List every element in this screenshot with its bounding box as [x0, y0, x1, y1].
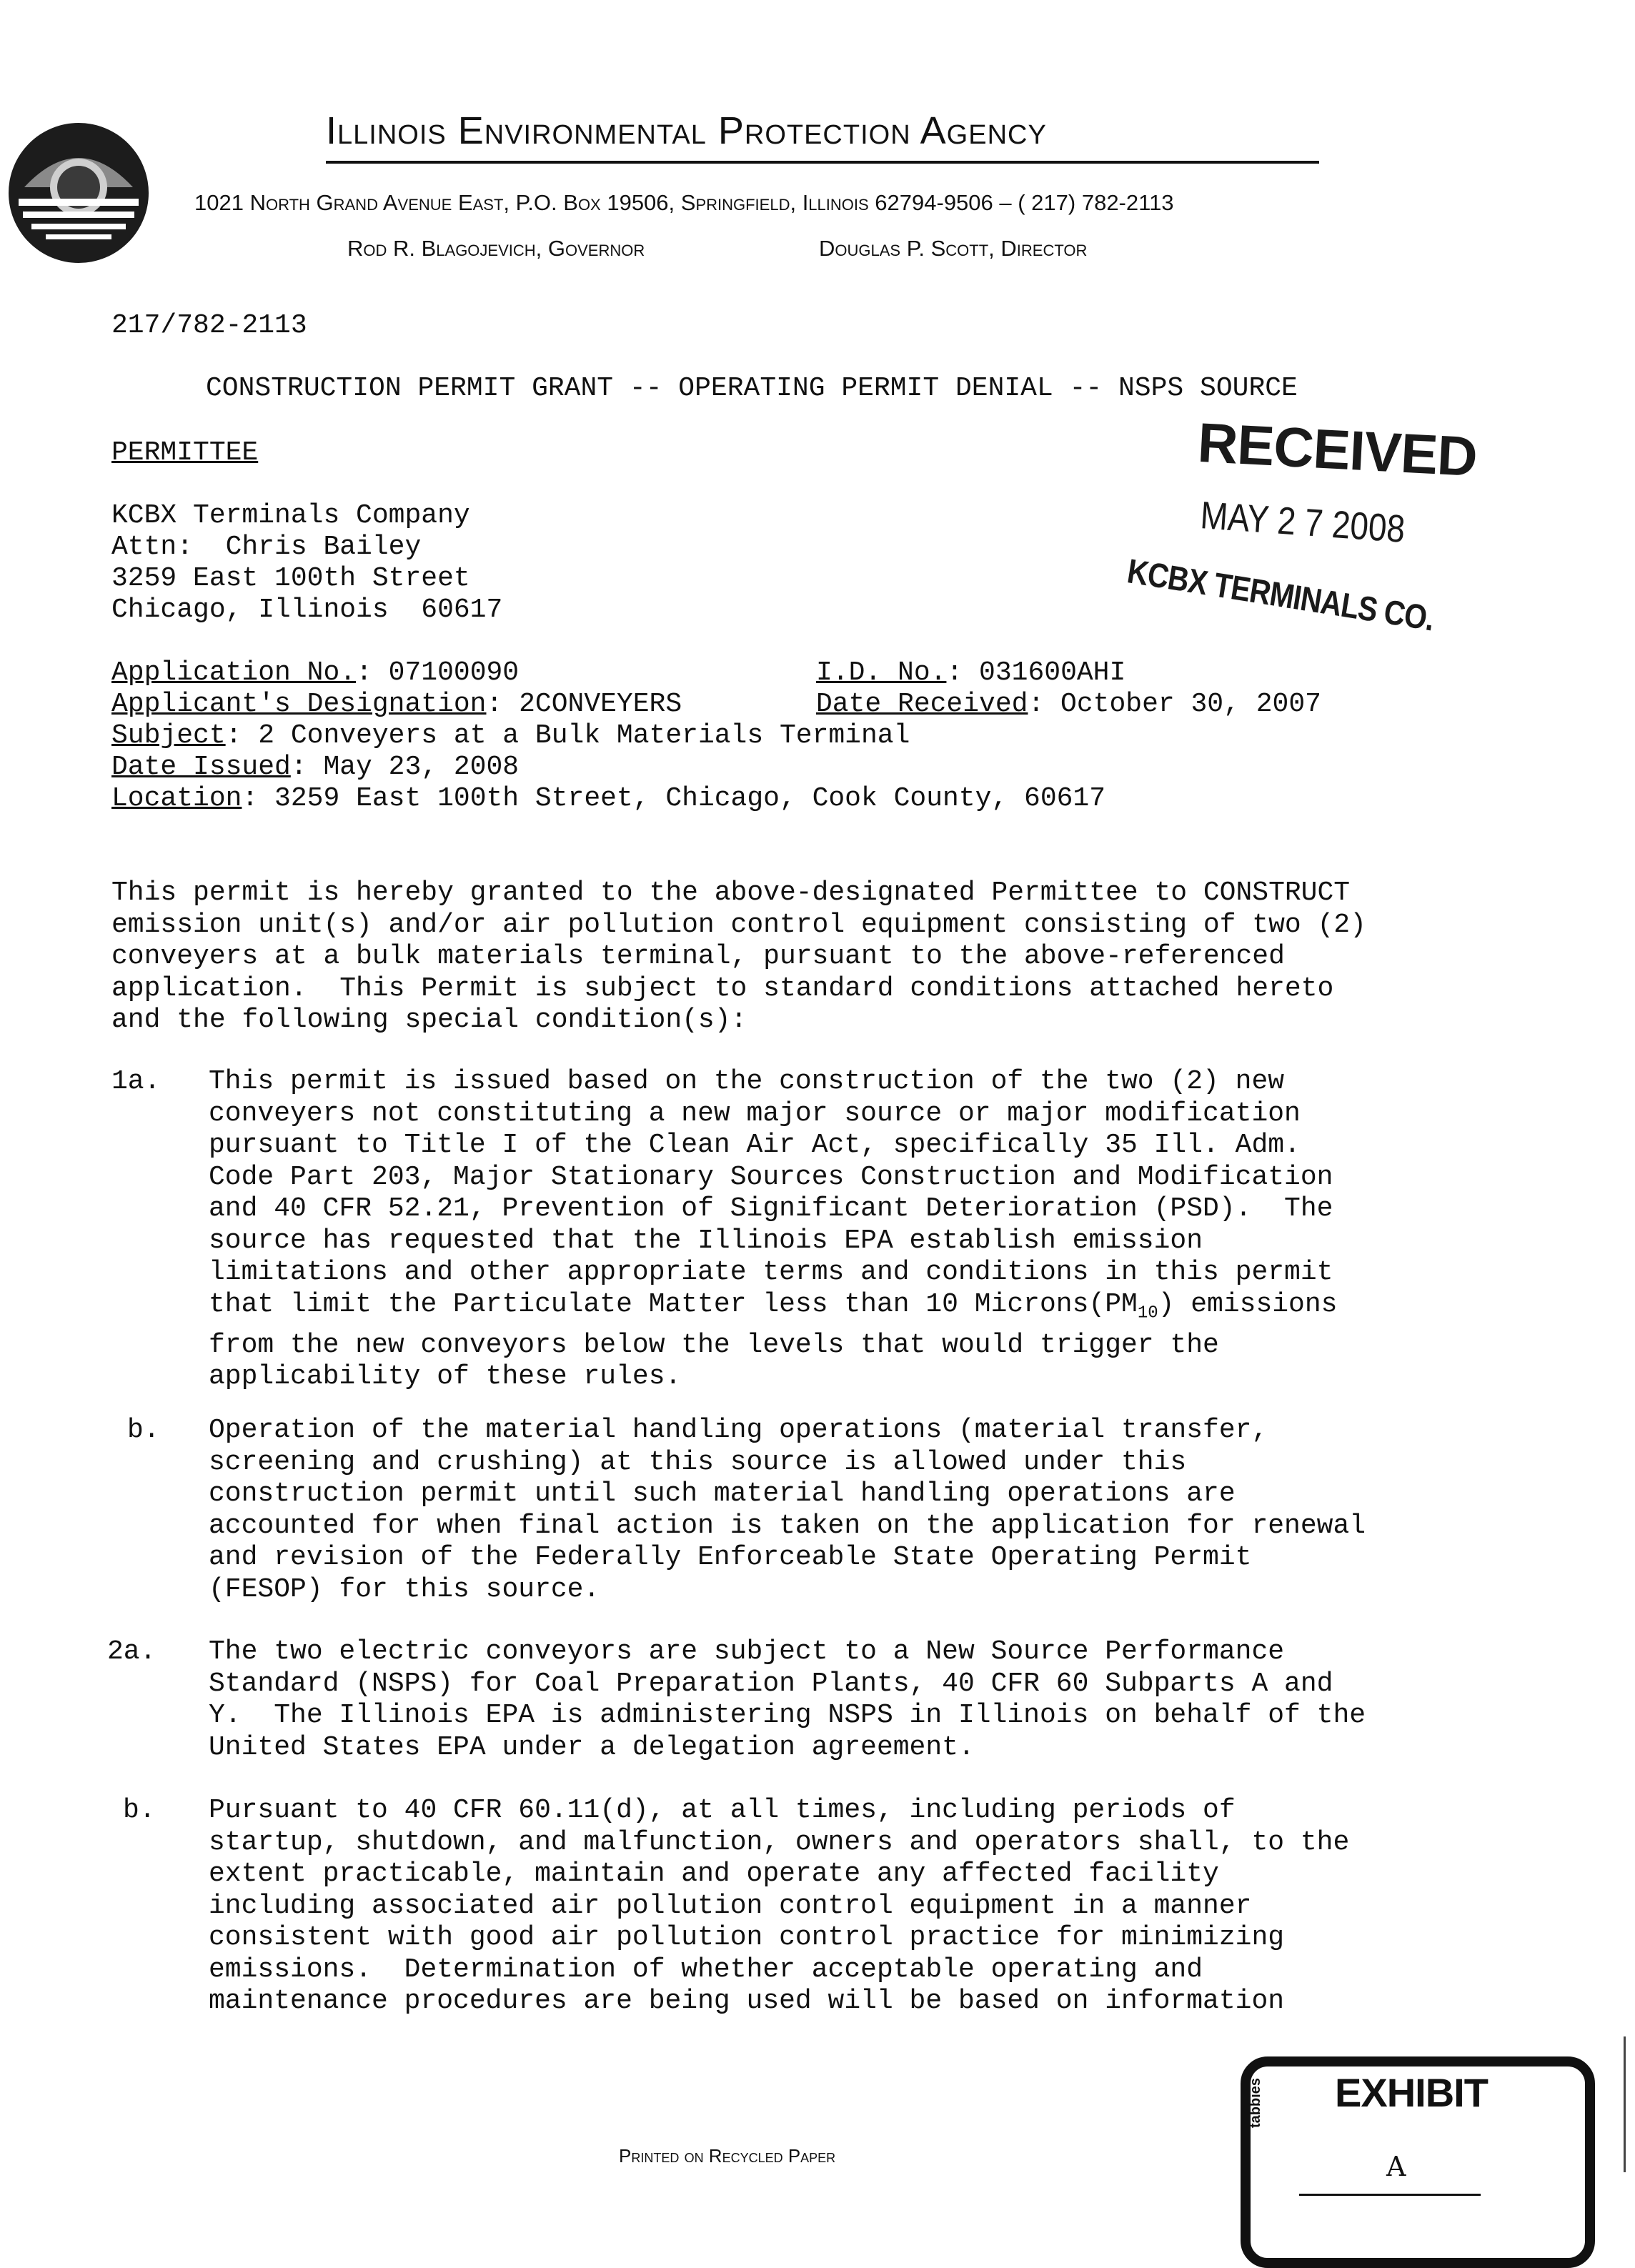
location-label: Location	[111, 783, 242, 814]
application-number-value: : 07100090	[356, 657, 520, 688]
date-received-label: Date Received	[816, 689, 1028, 720]
condition-line: that limit the Particulate Matter less than 10 Microns(PM	[209, 1288, 1138, 1320]
id-number-row	[816, 657, 1125, 690]
condition-line: (FESOP) for this source.	[209, 1573, 600, 1605]
application-number-label: Application No.	[111, 657, 357, 688]
condition-label: 1a.	[111, 1066, 161, 1097]
exhibit-underline	[1299, 2194, 1481, 2196]
permittee-attn: Attn: Chris Bailey	[111, 532, 422, 562]
condition-line: limitations and other appropriate terms and conditions in this permit	[209, 1257, 1333, 1288]
condition-line: The two electric conveyors are subject to a New Source Performance	[209, 1636, 1285, 1667]
subject-value: : 2 Conveyers at a Bulk Materials Terminal	[225, 720, 910, 751]
governor-name: Rod R. Blagojevich, Governor	[347, 236, 645, 261]
document-title: CONSTRUCTION PERMIT GRANT -- OPERATING PERMIT DENIAL -- NSPS SOURCE	[206, 373, 1298, 404]
condition-line-pm	[209, 1289, 1337, 1330]
received-stamp-date: MAY 2 7 2008	[1198, 494, 1407, 551]
condition-line: and 40 CFR 52.21, Prevention of Significant Deterioration (PSD). The	[209, 1193, 1333, 1224]
condition-line: screening and crushing) at this source is allowed under this	[209, 1446, 1187, 1478]
date-received-value: : October 30, 2007	[1028, 689, 1321, 720]
illinois-epa-seal-logo	[4, 121, 153, 264]
condition-line: Operation of the material handling operations (material transfer,	[209, 1415, 1268, 1446]
director-name: Douglas P. Scott, Director	[819, 236, 1088, 261]
intro-line: conveyers at a bulk materials terminal, pursuant to the above-referenced	[111, 941, 1285, 972]
location-row	[111, 783, 1105, 815]
permittee-heading: PERMITTEE	[111, 437, 259, 468]
condition-line: United States EPA under a delegation agreement.	[209, 1731, 975, 1763]
id-number-value: : 031600AHI	[946, 657, 1126, 688]
exhibit-title: EXHIBIT	[1335, 2070, 1488, 2115]
subject-label: Subject	[111, 720, 226, 751]
agency-name: Illinois Environmental Protection Agency	[326, 109, 1047, 152]
condition-line: Pursuant to 40 CFR 60.11(d), at all times, including periods of	[209, 1795, 1236, 1826]
permittee-name: KCBX Terminals Company	[111, 500, 470, 531]
condition-line: and revision of the Federally Enforceable State Operating Permit	[209, 1542, 1252, 1573]
condition-line: startup, shutdown, and malfunction, owners and operators shall, to the	[209, 1826, 1350, 1858]
condition-line: This permit is issued based on the construction of the two (2) new	[209, 1066, 1285, 1097]
exhibit-letter: A	[1386, 2151, 1406, 2182]
condition-line: Standard (NSPS) for Coal Preparation Plants, 40 CFR 60 Subparts A and	[209, 1668, 1333, 1699]
tabbies-brand: tabbies	[1248, 2077, 1263, 2128]
location-value: : 3259 East 100th Street, Chicago, Cook County, 60617	[242, 783, 1106, 814]
condition-1a-text	[209, 1066, 1337, 1393]
condition-2a-text	[209, 1636, 1366, 1764]
intro-line: and the following special condition(s):	[111, 1005, 747, 1035]
agency-address: 1021 North Grand Avenue East, P.O. Box 19506, Springfield, Illinois 62794-9506 – ( 217) 782-2113	[194, 190, 1174, 215]
condition-line: applicability of these rules.	[209, 1361, 682, 1393]
condition-line: conveyers not constituting a new major source or major modification	[209, 1098, 1301, 1129]
condition-line-tail: ) emissions	[1158, 1288, 1338, 1320]
condition-1b-text	[209, 1415, 1366, 1606]
condition-line: Code Part 203, Major Stationary Sources Construction and Modification	[209, 1161, 1333, 1193]
intro-line: application. This Permit is subject to standard conditions attached hereto	[111, 973, 1334, 1004]
application-number-row	[111, 657, 519, 690]
condition-line: from the new conveyors below the levels that would trigger the	[209, 1329, 1219, 1361]
designation-value: : 2CONVEYERS	[486, 689, 682, 720]
designation-row	[111, 689, 682, 721]
letterhead-rule	[326, 161, 1319, 164]
received-stamp-company: KCBX TERMINALS CO.	[1124, 552, 1437, 639]
designation-label: Applicant's Designation	[111, 689, 487, 720]
intro-paragraph	[111, 877, 1366, 1037]
condition-label: 2a.	[107, 1636, 156, 1667]
id-number-label: I.D. No.	[816, 657, 947, 688]
condition-line: including associated air pollution control equipment in a manner	[209, 1890, 1252, 1921]
pm-subscript: 10	[1137, 1303, 1158, 1323]
condition-line: maintenance procedures are being used will be based on information	[209, 1986, 1285, 2016]
recycled-paper-footer: Printed on Recycled Paper	[619, 2145, 836, 2167]
condition-line: emissions. Determination of whether acceptable operating and	[209, 1954, 1203, 1985]
intro-line: This permit is hereby granted to the above-designated Permittee to CONSTRUCT	[111, 877, 1351, 908]
date-received-row	[816, 689, 1321, 721]
intro-line: emission unit(s) and/or air pollution control equipment consisting of two (2)	[111, 909, 1366, 940]
condition-2b-text	[209, 1795, 1349, 2018]
condition-line: accounted for when final action is taken on the application for renewal	[209, 1510, 1366, 1541]
condition-line: source has requested that the Illinois EPA establish emission	[209, 1225, 1203, 1256]
date-issued-row	[111, 752, 519, 784]
phone-number: 217/782-2113	[111, 310, 307, 341]
condition-line: extent practicable, maintain and operate any affected facility	[209, 1859, 1219, 1889]
condition-label: b.	[123, 1795, 156, 1826]
condition-label: b.	[127, 1415, 160, 1446]
condition-line: pursuant to Title I of the Clean Air Act, specifically 35 Ill. Adm.	[209, 1130, 1301, 1160]
condition-line: Y. The Illinois EPA is administering NSPS in Illinois on behalf of the	[209, 1700, 1366, 1731]
date-issued-label: Date Issued	[111, 752, 291, 782]
condition-line: construction permit until such material handling operations are	[209, 1478, 1236, 1509]
received-stamp: RECEIVED	[1196, 410, 1479, 489]
permittee-city: Chicago, Illinois 60617	[111, 595, 503, 625]
subject-row	[111, 720, 910, 752]
permittee-street: 3259 East 100th Street	[111, 563, 470, 594]
condition-line: consistent with good air pollution control practice for minimizing	[209, 1922, 1285, 1953]
scan-edge-line	[1624, 2036, 1626, 2172]
date-issued-value: : May 23, 2008	[290, 752, 520, 782]
